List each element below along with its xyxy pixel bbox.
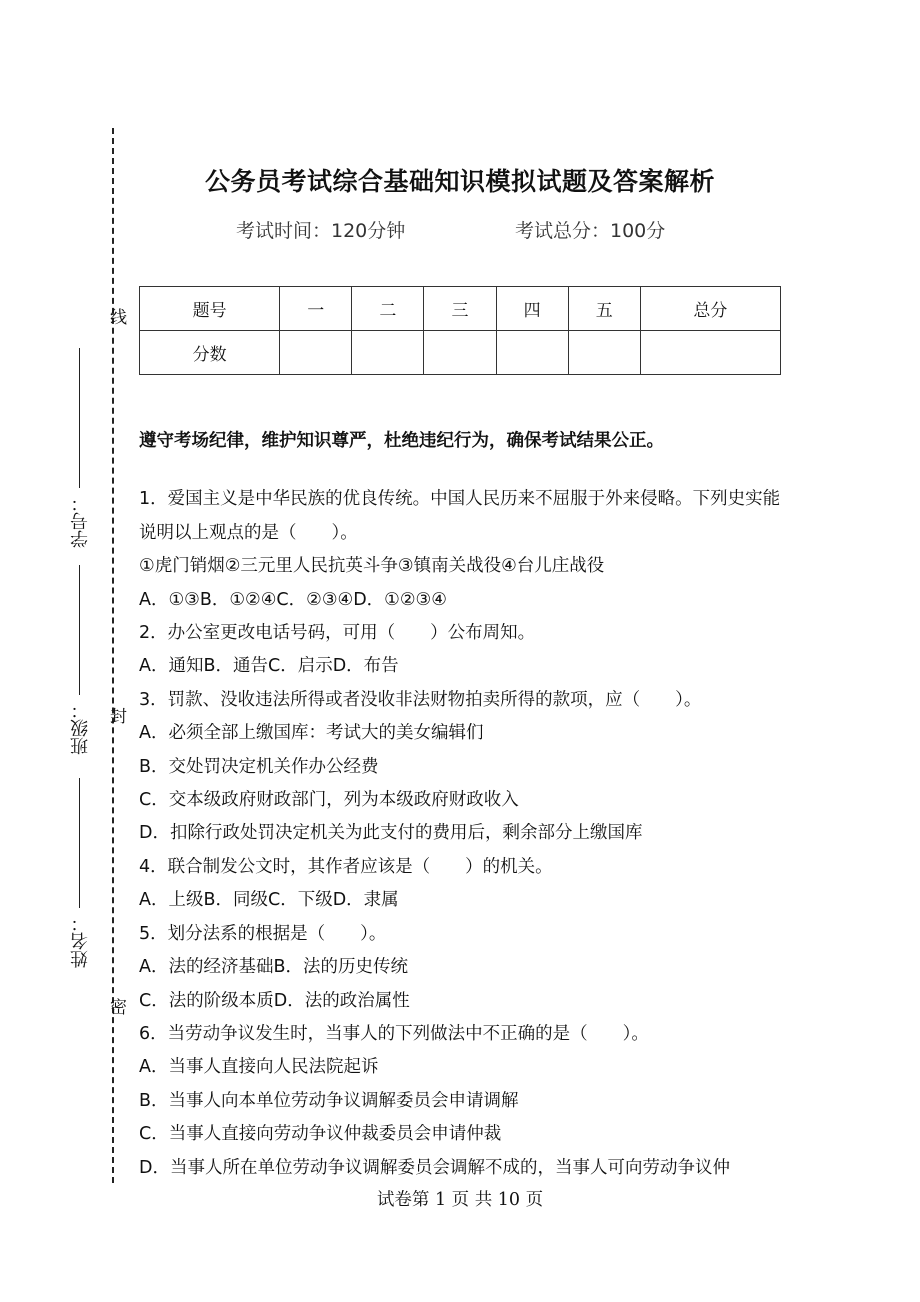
score-table-cell: 二 (352, 287, 424, 331)
score-input-cell[interactable] (568, 331, 640, 375)
class-blank[interactable] (78, 565, 80, 695)
question-3-option-b: B．交处罚决定机关作办公经费 (139, 756, 379, 777)
question-3-stem: 3．罚款、没收违法所得或者没收非法财物拍卖所得的款项，应（ ）。 (139, 689, 702, 710)
score-table-cell: 一 (280, 287, 352, 331)
score-input-cell[interactable] (640, 331, 780, 375)
score-input-cell[interactable] (496, 331, 568, 375)
name-label: 姓名： (70, 914, 91, 968)
binding-mark-feng: 封 (106, 707, 126, 724)
page-footer: 试卷第 1 页 共 10 页 (376, 1190, 544, 1210)
name-field (68, 778, 94, 968)
question-1-items: ①虎门销烟②三元里人民抗英斗争③镇南关战役④台儿庄战役 (139, 556, 605, 577)
exam-total-score: 考试总分：100分 (515, 220, 666, 242)
score-table-header-row (140, 287, 781, 331)
question-3-option-c: C．交本级政府财政部门，列为本级政府财政收入 (139, 790, 519, 811)
name-blank[interactable] (78, 778, 80, 908)
score-table-score-row (140, 331, 781, 375)
question-5-options-ab: A．法的经济基础B．法的历史传统 (139, 957, 408, 978)
question-4-stem: 4．联合制发公文时，其作者应该是（ ）的机关。 (139, 856, 553, 877)
question-4-options: A．上级B．同级C．下级D．隶属 (139, 890, 399, 911)
question-2-stem: 2．办公室更改电话号码，可用（ ）公布周知。 (139, 623, 536, 644)
score-input-cell[interactable] (352, 331, 424, 375)
binding-mark-xian: 线 (106, 308, 126, 325)
binding-dashed-line (112, 128, 114, 1183)
question-3-option-d: D．扣除行政处罚决定机关为此支付的费用后，剩余部分上缴国库 (139, 823, 643, 844)
exam-content (139, 425, 789, 1185)
score-table-cell: 分数 (140, 331, 280, 375)
student-id-label: 学号： (70, 494, 91, 548)
score-table (139, 286, 781, 375)
question-6-option-b: B．当事人向本单位劳动争议调解委员会申请调解 (139, 1090, 519, 1111)
score-table-cell: 总分 (640, 287, 780, 331)
exam-title: 公务员考试综合基础知识模拟试题及答案解析 (204, 167, 715, 196)
student-id-blank[interactable] (78, 348, 80, 488)
question-6-option-c: C．当事人直接向劳动争议仲裁委员会申请仲裁 (139, 1124, 502, 1145)
score-table-cell: 四 (496, 287, 568, 331)
question-6-stem: 6．当劳动争议发生时，当事人的下列做法中不正确的是（ ）。 (139, 1023, 649, 1044)
score-input-cell[interactable] (424, 331, 496, 375)
exam-notice: 遵守考场纪律，维护知识尊严，杜绝违纪行为，确保考试结果公正。 (139, 431, 664, 451)
question-5-stem: 5．划分法系的根据是（ ）。 (139, 923, 387, 944)
question-2-options: A．通知B．通告C．启示D．布告 (139, 656, 399, 677)
question-1-stem: 1．爱国主义是中华民族的优良传统。中国人民历来不屈服于外来侵略。下列史实能说明以上观点的是（ ）。 (139, 489, 781, 543)
score-input-cell[interactable] (280, 331, 352, 375)
question-6-option-d: D．当事人所在单位劳动争议调解委员会调解不成的，当事人可向劳动争议仲 (139, 1157, 730, 1178)
binding-mark-mi: 密 (106, 998, 126, 1015)
student-id-field (68, 348, 94, 548)
score-table-cell: 五 (568, 287, 640, 331)
exam-time: 考试时间：120分钟 (236, 220, 406, 242)
score-table-cell: 三 (424, 287, 496, 331)
score-table-cell: 题号 (140, 287, 280, 331)
question-6-option-a: A．当事人直接向人民法院起诉 (139, 1057, 379, 1078)
question-3-option-a: A．必须全部上缴国库：考试大的美女编辑们 (139, 723, 484, 744)
class-field (68, 565, 94, 755)
class-label: 班级： (70, 701, 91, 755)
question-1-options: A．①③B．①②④C．②③④D．①②③④ (139, 589, 447, 610)
question-5-options-cd: C．法的阶级本质D．法的政治属性 (139, 990, 410, 1011)
